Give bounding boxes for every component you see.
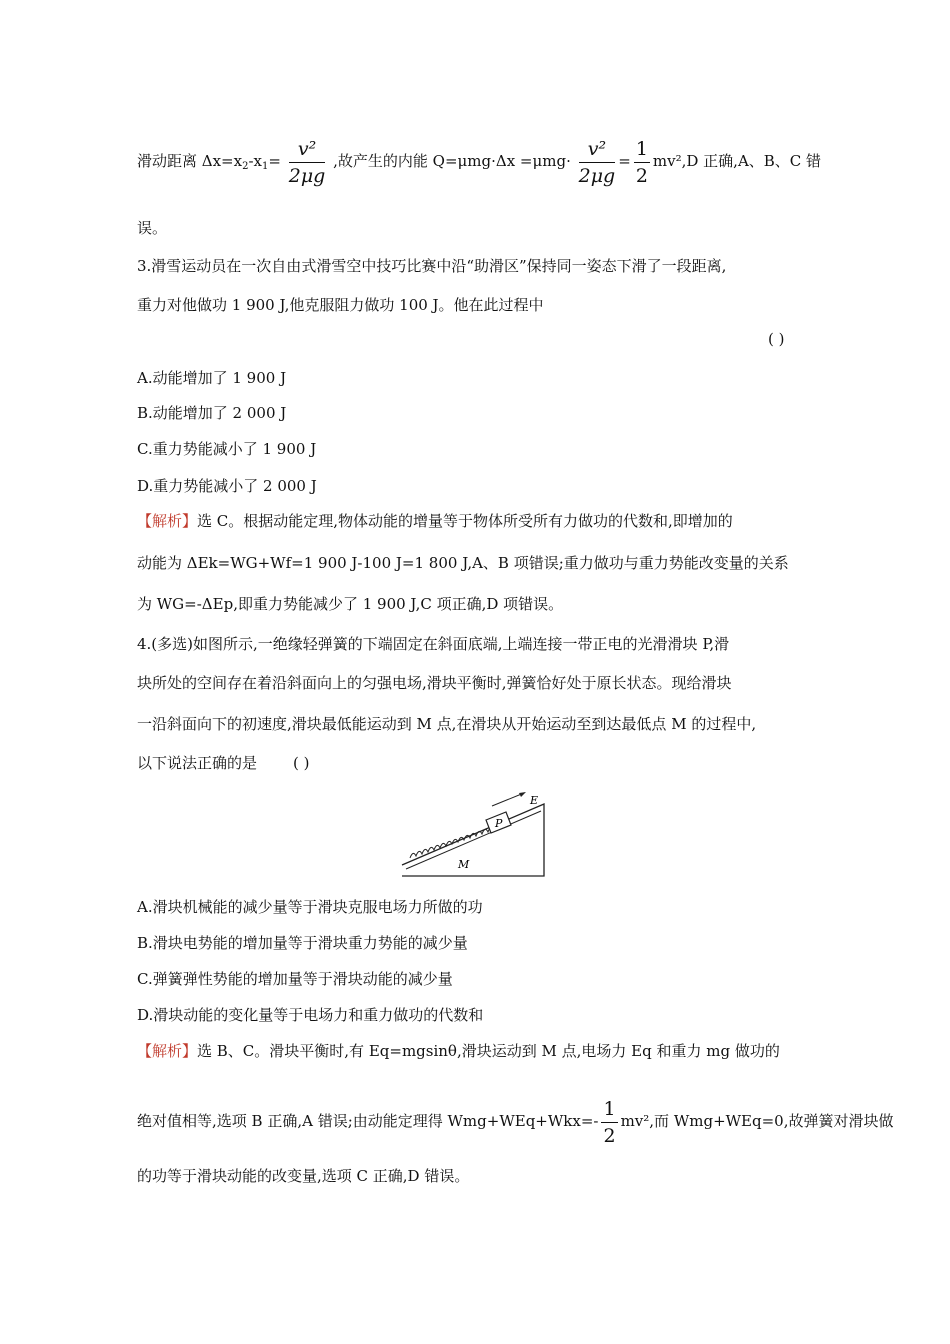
analysis-tag: 【解析】 [137, 1042, 198, 1060]
incline-spring-figure [400, 788, 546, 882]
fraction-v2-2mug: $\frac{\text{v²}}{2\mu g}$ [288, 137, 326, 187]
fraction-v2-2mug-2: $\frac{\text{v²}}{2\mu g}$ [578, 137, 616, 187]
q4-option-a: A.滑块机械能的减少量等于滑块克服电场力所做的功 [137, 898, 483, 916]
intro-line: 滑动距离 $\Delta x=x_2-x_1=$ $\frac{\text{v²}}{2\mu g}$ ,故产生的内能 Q=μmg·Δx =μmg· $\frac{\text{v²}}{2\mu g}$ = $\frac{1}{2}$ mv²,D 正确,A、B、C 错 [137, 137, 822, 187]
q3-option-b: B.动能增加了 2 000 J [137, 404, 287, 422]
q3-answer-bracket: ( ) [768, 330, 785, 348]
q4-option-b: B.滑块电势能的增加量等于滑块重力势能的减少量 [137, 934, 468, 952]
label-m: M [458, 858, 470, 871]
fraction-one-half-analysis: $\frac{1}{2}$ [603, 1097, 616, 1147]
intro-text-2: ,故产生的内能 Q=μmg·Δx =μmg· [333, 152, 571, 170]
intro-prefix: 滑动距离 Δx=x [137, 152, 243, 170]
q4-stem-line-1: 4.(多选)如图所示,一绝缘轻弹簧的下端固定在斜面底端,上端连接一带正电的光滑滑块 P,滑 [137, 635, 730, 653]
analysis-tag: 【解析】 [137, 512, 198, 530]
fraction-one-half: $\frac{1}{2}$ [635, 137, 648, 187]
intro-text-3: mv²,D 正确,A、B、C 错 [652, 152, 822, 170]
q4-answer-bracket: ( ) [293, 754, 310, 772]
label-p: P [495, 817, 503, 830]
q3-option-a: A.动能增加了 1 900 J [137, 369, 287, 387]
q4-stem-line-3: 一沿斜面向下的初速度,滑块最低能运动到 M 点,在滑块从开始运动至到达最低点 M 的过程中, [137, 715, 757, 733]
incline-inner-edge [406, 811, 541, 869]
q4-stem-line-2: 块所处的空间存在着沿斜面向上的匀强电场,滑块平衡时,弹簧恰好处于原长状态。现给滑块 [137, 674, 732, 692]
q3-analysis-line-1: 【解析】选 C。根据动能定理,物体动能的增量等于物体所受所有力做功的代数和,即增加的 [137, 512, 733, 530]
q4-analysis-line-1: 【解析】选 B、C。滑块平衡时,有 Eq=mgsinθ,滑块运动到 M 点,电场力 Eq 和重力 mg 做功的 [137, 1042, 780, 1060]
q4-analysis-line-3: 的功等于滑块动能的改变量,选项 C 正确,D 错误。 [137, 1167, 470, 1185]
q3-option-d: D.重力势能减小了 2 000 J [137, 477, 317, 495]
q4-option-c: C.弹簧弹性势能的增加量等于滑块动能的减少量 [137, 970, 453, 988]
intro-mid: -x [248, 152, 262, 170]
q3-analysis-line-2: 动能为 ΔEk=WG+Wf=1 900 J-100 J=1 800 J,A、B 项错误;重力做功与重力势能改变量的关系 [137, 554, 789, 572]
label-e: E [530, 794, 539, 807]
field-arrow [492, 793, 524, 806]
q3-analysis-line-3: 为 WG=-ΔEp,即重力势能减少了 1 900 J,C 项正确,D 项错误。 [137, 595, 564, 613]
q4-stem-line-4: 以下说法正确的是 ( ) [137, 754, 310, 772]
intro-continuation: 误。 [137, 219, 168, 237]
q4-option-d: D.滑块动能的变化量等于电场力和重力做功的代数和 [137, 1006, 484, 1024]
q3-stem-line-1: 3.滑雪运动员在一次自由式滑雪空中技巧比赛中沿“助滑区”保持同一姿态下滑了一段距离, [137, 257, 727, 275]
q3-stem-line-2: 重力对他做功 1 900 J,他克服阻力做功 100 J。他在此过程中 [137, 296, 544, 314]
q3-option-c: C.重力势能减小了 1 900 J [137, 440, 317, 458]
q4-analysis-line-2: 绝对值相等,选项 B 正确,A 错误;由动能定理得 Wmg+WEq+Wkx=- $\frac{1}{2}$ mv²,而 Wmg+WEq=0,故弹簧对滑块做 [137, 1097, 894, 1147]
field-arrowhead [519, 792, 526, 797]
